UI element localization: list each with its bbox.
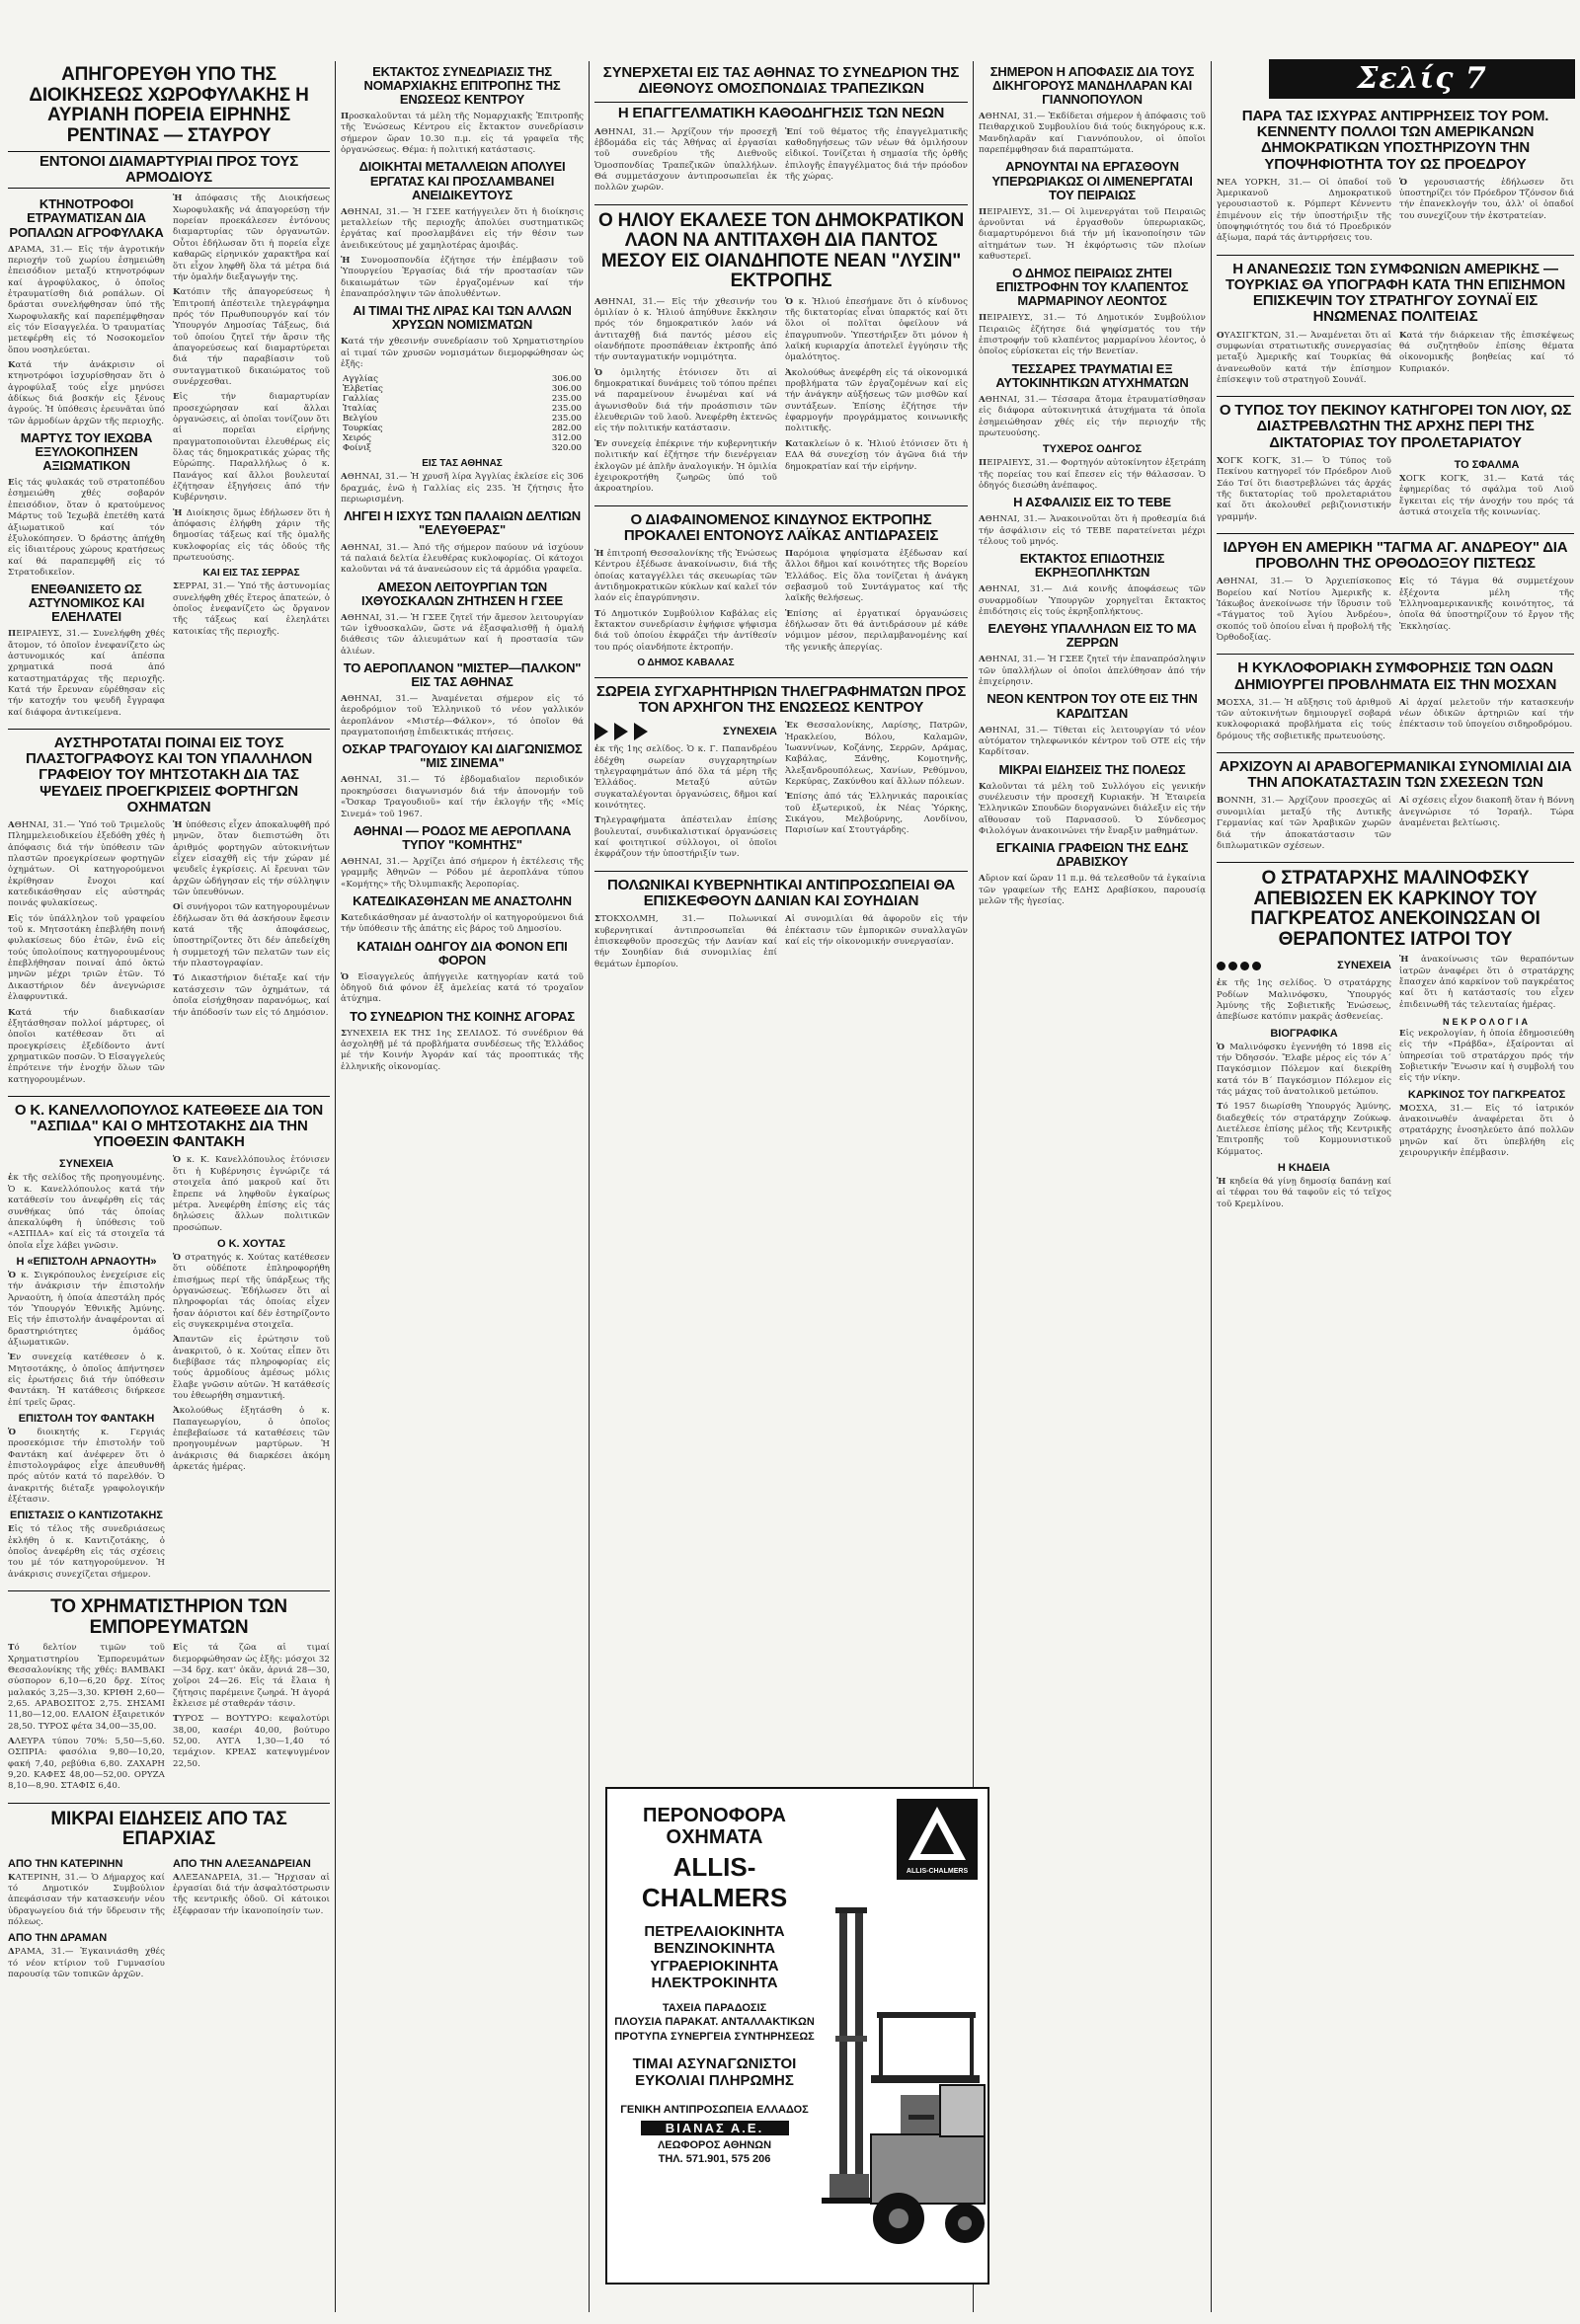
- headline-fish-markets: ΑΜΕΣΟΝ ΛΕΙΤΟΥΡΓΙΑΝ ΤΩΝ ΙΧΘΥΟΣΚΑΛΩΝ ΖΗΤΗΣΕΝ Η ΓΣΕΕ: [361, 579, 563, 608]
- article-text: ΠΕΙΡΑΙΕΥΣ, 31.— Συνελήφθη χθές ἄτομον, τό ὁποῖον ἐνεφανίζετο ὡς ἀστυνομικός καί ἀπέσπα χρηματικά ποσά ἀπό καταστηματάρχας τῆς περιοχῆς. Κατά τήν ἔρευναν εὑρέθησαν εἰς τήν κατοχήν του ψευδῆ ἔγγραφα καί διάφορα ἀντικείμενα.: [8, 629, 165, 718]
- article-text: Εἰς τό Τάγμα θά συμμετέχουν ἐξέχοντα μέλη τῆς Ἑλληνοαμερικανικῆς κοινότητος, τά ὁποῖα θά ὑποστηρίζουν τό ἔργον τῆς Ἐκκλησίας.: [1399, 577, 1574, 632]
- article-text: ΠΕΙΡΑΙΕΥΣ, 31.— Φορτηγόν αὐτοκίνητον ἐξετράπη τῆς πορείας του καί ἔπεσεν εἰς τήν θάλασσαν. Ὁ ὁδηγός διεσώθη ἀνέπαφος.: [979, 458, 1206, 491]
- coin-name: Χειρός: [343, 433, 371, 444]
- section-divider: [1217, 654, 1574, 655]
- headline-vocational: Η ΕΠΑΓΓΕΛΜΑΤΙΚΗ ΚΑΘΟΔΗΓΗΣΙΣ ΤΩΝ ΝΕΩΝ: [594, 102, 968, 121]
- article-text: Ἀπαντῶν εἰς ἐρώτησιν τοῦ ἀνακριτοῦ, ὁ κ. Χούτας εἶπεν ὅτι διεβίβασε τάς πληροφορίας εἰς τούς ἀρμοδίους ἀμέσως μόλις ἔλαβε γνῶσιν αὐτῶν. Ἡ κατάθεσίς του ἐθεωρήθη σημαντική.: [173, 1335, 330, 1401]
- allis-chalmers-logo: [897, 1799, 978, 1880]
- article-text: Κατά τήν ἀνάκρισιν οἱ κτηνοτρόφοι ἰσχυρίσθησαν ὅτι ὁ ἀγροφύλαξ τούς εἶχε μηνύσει ἀδίκως διά βοσκήν εἰς ξένους ἀγρούς. Ἡ ὑπόθεσις ἐρευνᾶται ὑπό τῶν ἀρμοδίων ἀρχῶν τῆς περιοχῆς.: [8, 359, 165, 426]
- headline-eda-offices: ΕΓΚΑΙΝΙΑ ΓΡΑΦΕΙΩΝ ΤΗΣ ΕΔΗΣ ΔΡΑΒΙΣΚΟΥ: [995, 840, 1189, 870]
- coin-price-row: [341, 404, 584, 414]
- article-text: ΤΥΡΟΣ — ΒΟΥΤΥΡΟ: κεφαλοτύρι 38,00, κασέρι 40,00, βούτυρο 52,00. ΑΥΓΑ 1,30—1,40 τό τεμάχιον. ΚΡΕΑΣ κατεψυγμένον 22,50.: [173, 1714, 330, 1769]
- article-text: Ἀκολούθως ἀνεφέρθη εἰς τά οἰκονομικά προβλήματα τῶν ἐργαζομένων καί εἰς τήν ἀνάγκην αὐξήσεως τῶν μισθῶν καί συντάξεων. Ἐπίσης ἐζήτησε τήν ἐφαρμογήν προγράμματος κοινωνικῆς πολιτικῆς.: [785, 367, 968, 434]
- headline-driver: ΚΑΤΑΙΔΗ ΟΔΗΓΟΥ ΔΙΑ ΦΟΝΟΝ ΕΠΙ ΦΟΡΟΝ: [356, 938, 568, 968]
- section-divider: [8, 729, 330, 730]
- section-divider: [8, 1803, 330, 1804]
- headline-malinovsky: Ο ΣΤΡΑΤΑΡΧΗΣ ΜΑΛΙΝΟΦΣΚΥ ΑΠΕΒΙΩΣΕΝ ΕΚ ΚΑΡΚΙΝΟΥ ΤΟΥ ΠΑΓΚΡΕΑΤΟΣ ΑΝΕΚΟΙΝΩΣΑΝ ΟΙ ΘΕΡΑΠΟΝΤΕΣ ΙΑΤΡΟΙ ΤΟΥ: [1250, 868, 1540, 950]
- article-text: ἐκ τῆς 1ης σελίδος. Ὁ στρατάρχης Ροδίων Μαλινόφσκυ, Ὑπουργός Ἀμύνης τῆς Σοβιετικῆς Ἑνώσεως, ἀπεβίωσε κατόπιν μακρᾶς ἀσθενείας.: [1217, 978, 1391, 1023]
- article-text: Εἰς τήν διαμαρτυρίαν προσεχώρησαν καί ἄλλαι ὀργανώσεις, αἱ ὁποῖαι τονίζουν ὅτι αἱ πορεῖαι εἰρήνης πραγματοποιοῦνται ἐλευθέρως εἰς ὅλας τάς δημοκρατικάς χώρας τῆς Εὐρώπης. Παραλλήλως ὁ κ. Πανάγος καί ἄλλοι βουλευταί ἐζήτησαν ἐξηγήσεις ἀπό τήν Κυβέρνησιν.: [173, 392, 330, 504]
- article-text: ΔΡΑΜΑ, 31.— Ἐγκαινιάσθη χθές τό νέον κτίριον τοῦ Γυμνασίου παρουσίᾳ τῶν τοπικῶν ἀρχῶν.: [8, 1947, 165, 1980]
- ad-service: ΠΡΟΤΥΠΑ ΣΥΝΕΡΓΕΙΑ ΣΥΝΤΗΡΗΣΕΩΣ: [614, 2030, 815, 2043]
- ad-term: ΤΙΜΑΙ ΑΣΥΝΑΓΩΝΙΣΤΟΙ: [632, 2054, 797, 2072]
- article-text: ΧΟΓΚ ΚΟΓΚ, 31.— Κατά τάς ἐφημερίδας τό σφάλμα τοῦ Λιοῦ ἔγκειται εἰς τήν ἀνοχήν του πρός τά ἀστικά στοιχεῖα τῆς κοινωνίας.: [1399, 473, 1574, 517]
- article-text: Ὁ στρατηγός κ. Χούτας κατέθεσεν ὅτι οὐδέποτε ἐπληροφορήθη ἐπισήμως περί τῆς ὑπάρξεως τῆς ὀργανώσεως. Ἐδήλωσεν ὅτι αἱ πληροφορίαι τάς ὁποίας εἶχεν ἦσαν ἀόριστοι καί δέν ἐστηρίζοντο εἰς συγκεκριμένα στοιχεῖα.: [173, 1252, 330, 1330]
- forklift-illustration: [822, 1898, 989, 2273]
- logo-text: ALLIS-CHALMERS: [906, 1868, 969, 1875]
- column-5: [1217, 105, 1574, 2314]
- section-divider: [1217, 533, 1574, 534]
- coin-name: Ἰταλίας: [343, 404, 377, 415]
- article-text: Αἱ σχέσεις εἶχον διακοπῆ ὅταν ἡ Βόννη ἀνεγνώρισε τό Ἰσραήλ. Τώρα ἀναμένεται βελτίωσις.: [1399, 796, 1574, 829]
- article-text: Ἀκολούθως ἐξητάσθη ὁ κ. Παπαγεωργίου, ὁ ὁποῖος ἐπεβεβαίωσε τά καταθέσεις τῶν προηγουμένων μαρτύρων. Ἡ ἀνάκρισις θά διαρκέσει ἀκόμη ἀρκετάς ἡμέρας.: [173, 1406, 330, 1473]
- column-2: [341, 61, 584, 2314]
- headline-kennedy: ΠΑΡΑ ΤΑΣ ΙΣΧΥΡΑΣ ΑΝΤΙΡΡΗΣΕΙΣ ΤΟΥ ΡΟΜ. ΚΕΝΝΕΝΤΥ ΠΟΛΛΟΙ ΤΩΝ ΑΜΕΡΙΚΑΝΩΝ ΔΗΜΟΚΡΑΤΙΚΩΝ ΥΠΟΣΤΗΡΙΖΟΥΝ ΤΗΝ ΥΠΟΨΗΦΙΟΤΗΤΑ ΤΟΥ ΩΣ ΠΡΟΕΔΡΟΥ: [1241, 108, 1549, 173]
- section-divider: [8, 1590, 330, 1591]
- ad-fuel-type: ΒΕΝΖΙΝΟΚΙΝΗΤΑ: [653, 1940, 776, 1958]
- headline-polish-delegations: ΠΟΛΩΝΙΚΑΙ ΚΥΒΕΡΝΗΤΙΚΑΙ ΑΝΤΙΠΡΟΣΩΠΕΙΑΙ ΘΑ ΕΠΙΣΚΕΦΘΟΥΝ ΔΑΝΙΑΝ ΚΑΙ ΣΟΥΗΔΙΑΝ: [606, 876, 956, 909]
- headline-ote-karditsa: ΝΕΟΝ ΚΕΝΤΡΟΝ ΤΟΥ ΟΤΕ ΕΙΣ ΤΗΝ ΚΑΡΔΙΤΣΑΝ: [987, 691, 1198, 721]
- article-text: Ἡ κηδεία θά γίνῃ δημοσίᾳ δαπάνῃ καί αἱ τέφραι του θά ταφοῦν εἰς τό τεῖχος τοῦ Κρεμλίνου.: [1217, 1177, 1391, 1209]
- article-text: ΑΘΗΝΑΙ, 31.— Εἰς τήν χθεσινήν του ὁμιλίαν ὁ κ. Ἠλιού ἀπηύθυνε ἔκκλησιν πρός τόν δημοκρατικόν λαόν νά ἀντιταχθῇ διά παντός μέσου εἰς οἱανδήποτε προσπάθειαν ἐκτροπῆς ἀπό τήν συνταγματικήν νομιμότητα.: [594, 296, 777, 363]
- coin-value: 235.00: [551, 414, 582, 425]
- article-text: Κατά τήν χθεσινήν συνεδρίασιν τοῦ Χρηματιστηρίου αἱ τιμαί τῶν χρυσῶν νομισμάτων διεμορφώθησαν ὡς ἑξῆς:: [341, 337, 584, 370]
- headline-ek-committee: ΕΚΤΑΚΤΟΣ ΣΥΝΕΔΡΙΑΣΙΣ ΤΗΣ ΝΟΜΑΡΧΙΑΚΗΣ ΕΠΙΤΡΟΠΗΣ ΤΗΣ ΕΝΩΣΕΩΣ ΚΕΝΤΡΟΥ: [363, 64, 561, 108]
- article-text: Ὁ κ. Κ. Κανελλόπουλος ἐτόνισεν ὅτι ἡ Κυβέρνησις ἐγνώριζε τά στοιχεῖα ἀπό μακροῦ καί ὅτι ἔπρεπε νά ληφθοῦν ἐγκαίρως μέτρα. Ἀνεφέρθη ἐπίσης εἰς τάς δηλώσεις ἄλλων πολιτικῶν προσώπων.: [173, 1155, 330, 1233]
- headline-dockers: ΑΡΝΟΥΝΤΑΙ ΝΑ ΕΡΓΑΣΘΟΥΝ ΥΠΕΡΩΡΙΑΚΩΣ ΟΙ ΛΙΜΕΝΕΡΓΑΤΑΙ ΤΟΥ ΠΕΙΡΑΙΩΣ: [991, 159, 1193, 202]
- article-text: Ἐπί τοῦ θέματος τῆς ἐπαγγελματικῆς καθοδηγήσεως τῶν νέων θά ὁμιλήσουν εἰδικοί. Τονίζεται ἡ σημασία τῆς ὀρθῆς ἐπιλογῆς ἐπαγγέλματος διά τήν πρόοδον τῆς χώρας.: [785, 126, 968, 182]
- article-text: Ὁ Μαλινόφσκυ ἐγεννήθη τό 1898 εἰς τήν Ὀδησσόν. Ἔλαβε μέρος εἰς τόν Α΄ Παγκόσμιον Πόλεμον καί διεκρίθη κατά τόν Β΄ Παγκόσμιον Πόλεμον εἰς τάς μάχας τοῦ ἀνατολικοῦ μετώπου.: [1217, 1042, 1391, 1097]
- article-text: ΑΘΗΝΑΙ, 31.— Ὁ Ἀρχιεπίσκοπος Βορείου καί Νοτίου Ἀμερικῆς κ. Ἰάκωβος ἀνεκοίνωσε τήν ἵδρυσιν τοῦ «Τάγματος τοῦ Ἁγίου Ἀνδρέου», σκοπός τοῦ ὁποίου εἶναι ἡ προβολή τῆς Ὀρθοδοξίας.: [1217, 577, 1391, 643]
- article-text: Ὁ Εἰσαγγελεύς ἀπήγγειλε κατηγορίαν κατά τοῦ ὁδηγοῦ διά φόνον ἐξ ἀμελείας κατά τό τροχαῖον ἀτύχημα.: [341, 971, 584, 1005]
- article-text: Αἱ ἀρχαί μελετοῦν τήν κατασκευήν νέων ὁδικῶν ἀρτηριῶν καί τήν ἐπέκτασιν τοῦ ὑπογείου σιδηροδρόμου.: [1399, 697, 1574, 731]
- coin-price-row: [341, 443, 584, 453]
- headline-oscar-song: ΟΣΚΑΡ ΤΡΑΓΟΥΔΙΟΥ ΚΑΙ ΔΙΑΓΩΝΙΣΜΟΣ "ΜΙΣ ΣΙΝΕΜΑ": [342, 741, 583, 771]
- coin-name: Αγγλίας: [343, 374, 378, 385]
- section-divider: [594, 871, 968, 872]
- section-divider: [594, 677, 968, 678]
- article-text: Ὁ ὁμιλητής ἐτόνισεν ὅτι αἱ δημοκρατικαί δυνάμεις τοῦ τόπου πρέπει νά παραμείνουν ἑνωμέναι καί νά ἀγωνισθοῦν διά τήν προάσπισιν τῶν ἐλευθεριῶν τοῦ λαοῦ. Ἀνεφέρθη ἐκτενῶς εἰς τήν πολιτικήν κατάστασιν.: [594, 367, 777, 434]
- article-text: Ἡ ἐπιτροπή Θεσσαλονίκης τῆς Ἑνώσεως Κέντρου ἐξέδωσε ἀνακοίνωσιν, διά τῆς ὁποίας καταγγέλλει τάς σκευωρίας τῶν ἀντιδημοκρατικῶν κύκλων καί καλεῖ τόν λαόν εἰς ἐπαγρύπνησιν.: [594, 548, 777, 604]
- headline-employees: ΕΛΕΥΘΗΣ ΥΠΑΛΛΗΛΩΝ ΕΙΣ ΤΟ ΜΑ ΖΕΡΡΩΝ: [988, 621, 1197, 651]
- ad-dealer: ΒΙΑΝΑΣ Α.Ε.: [641, 2121, 789, 2135]
- coin-value: 306.00: [551, 384, 582, 395]
- gold-price-table: [341, 374, 584, 453]
- headline-lawyers: ΣΗΜΕΡΟΝ Η ΑΠΟΦΑΣΙΣ ΔΙΑ ΤΟΥΣ ΔΙΚΗΓΟΡΟΥΣ ΜΑΝΔΗΛΑΡΑΝ ΚΑΙ ΓΙΑΝΝΟΠΟΥΛΟΝ: [989, 64, 1195, 108]
- coin-price-row: [341, 394, 584, 404]
- headline-common-market: ΤΟ ΣΥΝΕΔΡΙΟΝ ΤΗΣ ΚΟΙΝΗΣ ΑΓΟΡΑΣ: [350, 1008, 575, 1024]
- coin-price-row: [341, 433, 584, 443]
- article-text: Ἐν συνεχείᾳ κατέθεσεν ὁ κ. Μητσοτάκης, ὁ ὁποῖος ἀπήντησεν εἰς ἐρωτήσεις διά τήν ὑπόθεσιν Φαντάκη. Ἡ κατάθεσις διήρκεσε ἐπί τρεῖς ὥρας.: [8, 1353, 165, 1408]
- coin-price-row: [341, 414, 584, 424]
- column-divider: [335, 61, 336, 2312]
- article-text: Εἰς τάς φυλακάς τοῦ στρατοπέδου ἐσημειώθη χθές σοβαρόν ἐπεισόδιον, ὅταν ὁ κρατούμενος Μάρτυς τοῦ Ἰεχωβᾶ ἐπετέθη κατά ἀξιωματικοῦ καί τόν ἐξυλοκόπησεν. Ὁ δράστης ἀπήχθη εἰς ἰδιαιτέρους χώρους κρατήσεως καί θά παραπεμφθῆ εἰς τό Στρατοδικεῖον.: [8, 478, 165, 578]
- subhead-funeral: Η ΚΗΔΕΙΑ: [1277, 1162, 1331, 1175]
- subhead-alexandreia: ΑΠΟ ΤΗΝ ΑΛΕΞΑΝΔΡΕΙΑΝ: [173, 1857, 311, 1870]
- article-text: Ἐπίσης αἱ ἐργατικαί ὀργανώσεις ἐδήλωσαν ὅτι θά ἀντιδράσουν μέ κάθε νόμιμον μέσον, περιλαμβανομένης καί τῆς γενικῆς ἀπεργίας.: [785, 608, 968, 653]
- ad-service: ΤΑΧΕΙΑ ΠΑΡΑΔΟΣΙΣ: [662, 2002, 767, 2014]
- continued-label: ΣΥΝΕΧΕΙΑ: [723, 726, 777, 738]
- headline-bank-congress: ΣΥΝΕΡΧΕΤΑΙ ΕΙΣ ΤΑΣ ΑΘΗΝΑΣ ΤΟ ΣΥΝΕΔΡΙΟΝ ΤΗΣ ΔΙΕΘΝΟΥΣ ΟΜΟΣΠΟΝΔΙΑΣ ΤΡΑΠΕΖΙΚΩΝ: [602, 64, 960, 98]
- article-text: Τό δελτίον τιμῶν τοῦ Χρηματιστηρίου Ἐμπορευμάτων Θεσσαλονίκης τῆς χθές: ΒΑΜΒΑΚΙ σύσπορον 6,10—6,20 δρχ. Σίτος μαλακός 3,25—3,30. ΚΡΙΘΗ 2,60—2,65. ΑΡΑΒΟΣΙΤΟΣ 2,75. ΣΗΣΑΜΙ 11,80—12,00. ΕΛΑΙΟΝ ἐξαιρετικόν 28,50. ΤΥΡΟΣ φέτα 34,00—35,00.: [8, 1643, 165, 1732]
- coin-name: Φοίνιξ: [343, 443, 371, 454]
- article-text: ΒΟΝΝΗ, 31.— Ἀρχίζουν προσεχῶς αἱ συνομιλίαι μεταξύ τῆς Δυτικῆς Γερμανίας καί τῶν Ἀραβικῶν χωρῶν διά τήν ἀποκατάστασιν τῶν διπλωματικῶν σχέσεων.: [1217, 796, 1391, 851]
- headline-explosives: ΕΚΤΑΚΤΟΣ ΕΠΙΔΟΤΗΣΙΣ ΕΚΡΗΞΟΠΛΗΚΤΩΝ: [1019, 551, 1165, 581]
- headline-marble-lion: Ο ΔΗΜΟΣ ΠΕΙΡΑΙΩΣ ΖΗΤΕΙ ΕΠΙΣΤΡΟΦΗΝ ΤΟΥ ΚΛΑΠΕΝΤΟΣ ΜΑΡΜΑΡΙΝΟΥ ΛΕΟΝΤΟΣ: [995, 266, 1189, 309]
- subhead-herders: ΚΤΗΝΟΤΡΟΦΟΙ ΕΤΡΑΥΜΑΤΙΣΑΝ ΔΙΑ ΡΟΠΑΛΩΝ ΑΓΡΟΦΥΛΑΚΑ: [9, 196, 164, 240]
- headline-iliou: Ο ΗΛΙΟΥ ΕΚΑΛΕΣΕ ΤΟΝ ΔΗΜΟΚΡΑΤΙΚΟΝ ΛΑΟΝ ΝΑ ΑΝΤΙΤΑΧΘΗ ΔΙΑ ΠΑΝΤΟΣ ΜΕΣΟΥ ΕΙΣ ΟΙΑΝΔΗΠΟΤΕ ΝΕΑΝ "ΛΥΣΙΝ" ΕΚΤΡΟΠΗΣ: [597, 209, 965, 292]
- article-text: Τό Δημοτικόν Συμβούλιον Καβάλας εἰς ἔκτακτον συνεδρίασιν ἐψήφισε ψήφισμα διά τοῦ ὁποίου ἐκφράζει τήν ἀντίθεσίν του πρός οἱανδήποτε ἐκτροπήν.: [594, 608, 777, 653]
- arrow-icon: [634, 723, 648, 740]
- column-1: [8, 61, 330, 2314]
- section-divider: [8, 1096, 330, 1097]
- section-divider: [1217, 255, 1574, 256]
- ad-phone: ΤΗΛ. 571.901, 575 206: [658, 2152, 771, 2165]
- article-text: ΑΘΗΝΑΙ, 31.— Ἀρχίζουν τήν προσεχῆ ἑβδομάδα εἰς τάς Ἀθήνας αἱ ἐργασίαι τοῦ συνεδρίου τῆς Διεθνοῦς Ὁμοσπονδίας Τραπεζικῶν ὑπαλλήλων. Θά συμμετάσχουν ἀντιπροσωπεῖαι ἐκ πολλῶν χωρῶν.: [594, 126, 777, 194]
- headline-forgers: ΑΥΣΤΗΡΟΤΑΤΑΙ ΠΟΙΝΑΙ ΕΙΣ ΤΟΥΣ ΠΛΑΣΤΟΓΡΑΦΟΥΣ ΚΑΙ ΤΟΝ ΥΠΑΛΛΗΛΟΝ ΓΡΑΦΕΙΟΥ ΤΟΥ ΜΗΤΣΟΤΑΚΗ ΔΙΑ ΤΑΣ ΨΕΥΔΕΙΣ ΠΡΟΕΓΚΡΙΣΕΙΣ ΦΟΡΤΗΓΩΝ ΟΧΗΜΑΤΩΝ: [25, 735, 312, 815]
- article-text: ΑΘΗΝΑΙ, 31.— Ἀνακοινοῦται ὅτι ἡ προθεσμία διά τήν ἀσφάλισιν εἰς τό ΤΕΒΕ παρατείνεται μέχρι τέλους τοῦ μηνός.: [979, 514, 1206, 547]
- headline-mystere: ΤΟ ΑΕΡΟΠΛΑΝΟΝ "ΜΙΣΤΕΡ—ΠΑΛΚΟΝ" ΕΙΣ ΤΑΣ ΑΘΗΝΑΣ: [343, 659, 582, 689]
- coin-price-row: [341, 424, 584, 433]
- article-text: Ἐπίσης ἀπό τάς Ἑλληνικάς παροικίας τοῦ ἐξωτερικοῦ, ἐκ Νέας Ὑόρκης, Σικάγου, Μελβούρνης, Λονδίνου, Παρισίων καί Στουτγάρδης.: [785, 792, 968, 836]
- ad-service: ΠΛΟΥΣΙΑ ΠΑΡΑΚΑΤ. ΑΝΤΑΛΛΑΚΤΙΚΩΝ: [614, 2016, 815, 2029]
- headline-telegrams: ΣΩΡΕΙΑ ΣΥΓΧΑΡΗΤΗΡΙΩΝ ΤΗΛΕΓΡΑΦΗΜΑΤΩΝ ΠΡΟΣ ΤΟΝ ΑΡΧΗΓΟΝ ΤΗΣ ΕΝΩΣΕΩΣ ΚΕΝΤΡΟΥ: [595, 683, 967, 717]
- article-text: Ὁ διοικητής κ. Γεργιάς προσεκόμισε τήν ἐπιστολήν τοῦ Φαντάκη καί ἀνέφερεν ὅτι ὁ ἐπιστολογράφος εἶχε ἀπευθυνθῆ πρός αὐτόν κατά τό παρελθόν. Ὁ ἀνακριτής διέταξε γραφολογικήν ἐξέτασιν.: [8, 1428, 165, 1506]
- article-text: ἐκ τῆς 1ης σελίδος. Ὁ κ. Γ. Παπανδρέου ἐδέχθη σωρείαν συγχαρητηρίων τηλεγραφημάτων ἀπό ὅλα τά μέρη τῆς Ἑλλάδος. Μεταξύ αὐτῶν συγκαταλέγονται ὀργανώσεις, δῆμοι καί κοινότητες.: [594, 744, 777, 812]
- headline-st-andrew: ΙΔΡΥΘΗ ΕΝ ΑΜΕΡΙΚΗ "ΤΑΓΜΑ ΑΓ. ΑΝΔΡΕΟΥ" ΔΙΑ ΠΡΟΒΟΛΗΝ ΤΗΣ ΟΡΘΟΔΟΞΟΥ ΠΙΣΤΕΩΣ: [1223, 538, 1568, 573]
- subhead-letter: Η «ΕΠΙΣΤΟΛΗ ΑΡΝΑΟΥΤΗ»: [16, 1255, 157, 1268]
- subhead-pancreas-cancer: ΚΑΡΚΙΝΟΣ ΤΟΥ ΠΑΓΚΡΕΑΤΟΣ: [1407, 1088, 1566, 1101]
- article-text: ΑΛΕΥΡΑ τύπου 70%: 5,50—5,60. ΟΣΠΡΙΑ: φασόλια 9,80—10,20, φακή 7,40, ρεβύθια 6,80. ΖΑΧΑΡΗ 9,20. ΚΑΦΕΣ 48,00—52,00. ΟΡΥΖΑ 8,10—8,90. ΣΤΑΦΙΣ 6,40.: [8, 1736, 165, 1792]
- ad-fuel-type: ΠΕΤΡΕΛΑΙΟΚΙΝΗΤΑ: [644, 1923, 785, 1940]
- section-divider: [1217, 862, 1574, 863]
- article-text: ΑΛΕΞΑΝΔΡΕΙΑ, 31.— Ἤρχισαν αἱ ἐργασίαι διά τήν ἀσφαλτόστρωσιν τῆς κεντρικῆς ὁδοῦ. Οἱ κάτοικοι ἐξέφρασαν τήν ἱκανοποίησίν των.: [173, 1872, 330, 1916]
- headline-city-news: ΜΙΚΡΑΙ ΕΙΔΗΣΕΙΣ ΤΗΣ ΠΟΛΕΩΣ: [998, 761, 1186, 777]
- article-text: Καλοῦνται τά μέλη τοῦ Συλλόγου εἰς γενικήν συνέλευσιν τήν προσεχῆ Κυριακήν. Ἡ Ἑταιρεία Ἑλληνικῶν Σπουδῶν διοργανώνει διάλεξιν εἰς τήν αἴθουσαν τοῦ Παρνασσοῦ. Ὁ Σύνδεσμος Φιλολόγων ἀνακοινώνει τήν ἔναρξιν μαθημάτων.: [979, 781, 1206, 836]
- article-text: Αὔριον καί ὥραν 11 π.μ. θά τελεσθοῦν τά ἐγκαίνια τῶν γραφείων τῆς ΕΔΗΣ Δραβίσκου, παρουσίᾳ μελῶν τῆς ἡγεσίας.: [979, 874, 1206, 907]
- subhead-drama: ΑΠΟ ΤΗΝ ΔΡΑΜΑΝ: [8, 1932, 108, 1945]
- page-number-masthead: Σελίς 7: [1269, 59, 1575, 99]
- article-text: Κατεδικάσθησαν μέ ἀναστολήν οἱ κατηγορούμενοι διά τήν ὑπόθεσιν τῆς ἀπάτης εἰς βάρος τοῦ Δημοσίου.: [341, 912, 584, 935]
- ad-services: [613, 2001, 816, 2044]
- coin-value: 235.00: [551, 394, 582, 405]
- ad-fuel-types: [613, 1923, 816, 1991]
- section-divider: [1217, 396, 1574, 397]
- section-divider: [594, 505, 968, 506]
- continued-label: ΣΥΝΕΧΕΙΑ: [59, 1158, 114, 1171]
- column-divider: [589, 61, 590, 2312]
- article-text: ΑΘΗΝΑΙ, 31.— Ἐκδίδεται σήμερον ἡ ἀπόφασις τοῦ Πειθαρχικοῦ Συμβουλίου διά τούς δικηγόρους κ.κ. Μανδηλαρᾶν καί Γιαννόπουλον, οἱ ὁποῖοι παρεπέμφθησαν διά παραπτώματα.: [979, 112, 1206, 156]
- coin-price-row: [341, 374, 584, 384]
- article-text: ΠΕΙΡΑΙΕΥΣ, 31.— Οἱ λιμενεργάται τοῦ Πειραιῶς ἀρνοῦνται νά ἐργασθοῦν ὑπερωριακῶς, διαμαρτυρόμενοι διά τήν μή ἱκανοποίησιν τῶν αἰτημάτων των. Ἡ ἐκφόρτωσις τῶν πλοίων καθυστερεῖ.: [979, 206, 1206, 262]
- article-text: Παρόμοια ψηφίσματα ἐξέδωσαν καί ἄλλοι δῆμοι καί κοινότητες τῆς Βορείου Ἑλλάδος. Εἰς ὅλα τονίζεται ἡ ἀνάγκη σεβασμοῦ τοῦ Συντάγματος καί τῆς λαϊκῆς θελήσεως.: [785, 548, 968, 604]
- article-text: Οἱ συνήγοροι τῶν κατηγορουμένων ἐδήλωσαν ὅτι θά ἀσκήσουν ἔφεσιν κατά τῆς ἀποφάσεως, ὑποστηρίζοντες ὅτι δέν ἀπεδείχθη ἡ συμμετοχή τῶν πελατῶν των εἰς τήν πλαστογραφίαν.: [173, 902, 330, 969]
- coin-value: 320.00: [551, 443, 582, 454]
- article-text: ΣΕΡΡΑΙ, 31.— Ὑπό τῆς ἀστυνομίας συνελήφθη χθές ἕτερος ἀπατεών, ὁ ὁποῖος ἐνεφανίζετο ὡς ὄργανον τῆς τάξεως καί ἐλεηλάτει κατοικίας τῆς περιοχῆς.: [173, 581, 330, 637]
- headline-suspended-sentence: ΚΑΤΕΔΙΚΑΣΘΗΣΑΝ ΜΕ ΑΝΑΣΤΟΛΗΝ: [353, 892, 572, 908]
- article-text: ΑΘΗΝΑΙ, 31.— Ὑπό τοῦ Τριμελοῦς Πλημμελειοδικείου ἐξεδόθη χθές ἡ ἀπόφασις διά τήν ὑπόθεσιν τῶν πλαστῶν προεγκρίσεων φορτηγῶν ὀχημάτων. Οἱ κατηγορούμενοι ἐκρίθησαν ἔνοχοι καί κατεδικάσθησαν εἰς αὐστηράς ποινάς φυλακίσεως.: [8, 820, 165, 909]
- arrow-icon: [614, 723, 628, 740]
- coin-price-row: [341, 384, 584, 394]
- coin-value: 312.00: [551, 433, 582, 444]
- ad-fuel-type: ΗΛΕΚΤΡΟΚΙΝΗΤΑ: [651, 1974, 778, 1991]
- bullet-icon: [1240, 962, 1249, 970]
- headline-reactions: Ο ΔΙΑΦΑΙΝΟΜΕΝΟΣ ΚΙΝΔΥΝΟΣ ΕΚΤΡΟΠΗΣ ΠΡΟΚΑΛΕΙ ΕΝΤΟΝΟΥΣ ΛΑΪΚΑΣ ΑΝΤΙΔΡΑΣΕΙΣ: [623, 510, 939, 544]
- ad-address: ΛΕΩΦΟΡΟΣ ΑΘΗΝΩΝ: [657, 2138, 772, 2151]
- article-text: Ἐκ Θεσσαλονίκης, Λαρίσης, Πατρῶν, Ἡρακλείου, Βόλου, Καλαμῶν, Ἰωαννίνων, Κοζάνης, Σερρῶν, Δράμας, Καβάλας, Ξάνθης, Κομοτηνῆς, Ἀλεξανδρουπόλεως, Χανίων, Ρεθύμνου, Κερκύρας, Ζακύνθου καί ἄλλων πόλεων.: [785, 721, 968, 788]
- article-text: Ὁ γερουσιαστής ἐδήλωσεν ὅτι ὑποστηρίζει τόν Πρόεδρον Τζόνσον διά τήν ἐπανεκλογήν του, ἀλλ' οἱ ὀπαδοί του συνεχίζουν τήν ἐκστρατείαν.: [1399, 177, 1574, 221]
- headline-accidents: ΤΕΣΣΑΡΕΣ ΤΡΑΥΜΑΤΙΑΙ ΕΞ ΑΥΤΟΚΙΝΗΤΙΚΩΝ ΑΤΥΧΗΜΑΤΩΝ: [995, 360, 1189, 390]
- ad-terms: [613, 2055, 816, 2090]
- article-text: ΧΟΓΚ ΚΟΓΚ, 31.— Ὁ Τύπος τοῦ Πεκίνου κατηγορεῖ τόν Πρόεδρον Λιοῦ Σάο Τσί ὅτι διαστρεβλώνει τάς ἀρχάς τῆς δικτατορίας τοῦ προλεταριάτου καί ὅτι ἀκολουθεῖ ρεβιζιονιστικήν γραμμήν.: [1217, 455, 1391, 522]
- article-text: Τό Δικαστήριον διέταξε καί τήν κατάσχεσιν τῶν ὀχημάτων, τά ὁποῖα εἰσήχθησαν παρανόμως, καί τήν ἀπόδοσίν των εἰς τό Δημόσιον.: [173, 973, 330, 1018]
- article-text: ΑΘΗΝΑΙ, 31.— Ἡ χρυσῆ λίρα Ἀγγλίας ἐκλείσε εἰς 306 δραχμάς, ἐνῶ ἡ Γαλλίας εἰς 235. Ἡ ζήτησις ἦτο περιωρισμένη.: [341, 472, 584, 505]
- article-text: ΟΥΑΣΙΓΚΤΩΝ, 31.— Ἀναμένεται ὅτι αἱ συμφωνίαι στρατιωτικῆς συνεργασίας μεταξύ Ἀμερικῆς καί Τουρκίας θά ἀνανεωθοῦν κατά τήν ἐπίσημον ἐπίσκεψιν τοῦ στρατηγοῦ Σουνάϊ.: [1217, 330, 1391, 385]
- bullet-icon: [1252, 962, 1261, 970]
- continued-label: ΣΥΝΕΧΕΙΑ: [1337, 960, 1391, 972]
- article-text: Ἐν συνεχείᾳ ἐπέκρινε τήν κυβερνητικήν πολιτικήν καί ἐζήτησε τήν διενέργειαν ἐκλογῶν μέ ἁπλῆν ἀναλογικήν. Ἡ ὁμιλία ἐχειροκροτήθη ζωηρῶς ὑπό τοῦ ἀκροατηρίου.: [594, 438, 777, 495]
- article-text: ΑΘΗΝΑΙ, 31.— Ἡ ΓΣΕΕ κατήγγειλεν ὅτι ἡ διοίκησις μεταλλείων τῆς περιοχῆς ἀπολύει συστηματικῶς ἐργάτας καί προσλαμβάνει εἰς τήν θέσιν των ἀνειδικεύτους μέ χαμηλοτέρας ἀμοιβάς.: [341, 206, 584, 251]
- article-text: Κατακλείων ὁ κ. Ἠλιού ἐτόνισεν ὅτι ἡ ΕΔΑ θά συνεχίσῃ τόν ἀγῶνα διά τήν δημοκρατίαν καί τήν εἰρήνην.: [785, 438, 968, 472]
- headline-kanellopoulos: Ο Κ. ΚΑΝΕΛΛΟΠΟΥΛΟΣ ΚΑΤΕΘΕΣΕ ΔΙΑ ΤΟΝ "ΑΣΠΙΔΑ" ΚΑΙ Ο ΜΗΤΣΟΤΑΚΗΣ ΔΙΑ ΤΗΝ ΥΠΟΘΕΣΙΝ ΦΑΝΤΑΚΗ: [14, 1101, 324, 1151]
- article-text: Ὁ κ. Σιγκρόπουλος ἐνεχείρισε εἰς τήν ἀνάκρισιν τήν ἐπιστολήν Ἀρναούτη, ἡ ὁποία ἀπεστάλη πρός τόν Ὑπουργόν Ἐθνικῆς Ἀμύνης. Εἰς τήν ἐπιστολήν ἀναφέρονται αἱ δραστηριότητες ὁμάδος ἀξιωματικῶν.: [8, 1270, 165, 1348]
- ad-fuel-type: ΥΓΡΑΕΡΙΟΚΙΝΗΤΑ: [650, 1957, 779, 1975]
- headline-rentina-march: ΑΠΗΓΟΡΕΥΘΗ ΥΠΟ ΤΗΣ ΔΙΟΙΚΗΣΕΩΣ ΧΩΡΟΦΥΛΑΚΗΣ Η ΑΥΡΙΑΝΗ ΠΟΡΕΙΑ ΕΙΡΗΝΗΣ ΡΕΝΤΙΝΑΣ — ΣΤΑΥΡΟΥ: [29, 64, 309, 146]
- arrow-icon: [594, 723, 608, 740]
- article-text: ΑΘΗΝΑΙ, 31.— Τό ἑβδομαδιαῖον περιοδικόν προκηρύσσει διαγωνισμόν διά τήν ἀπονομήν τοῦ «Ὄσκαρ Τραγουδιοῦ» καί τήν ἐκλογήν τῆς «Μίς Σινεμά» τοῦ 1967.: [341, 775, 584, 819]
- article-text: Εἰς νεκρολογίαν, ἡ ὁποία ἐδημοσιεύθη εἰς τήν «Πράβδα», ἐξαίρονται αἱ ὑπηρεσίαι τοῦ στρατάρχου πρός τήν Σοβιετικήν Ἕνωσιν καί ἡ συμβολή του εἰς τήν νίκην.: [1399, 1028, 1574, 1084]
- article-text: ΑΘΗΝΑΙ, 31.— Διά κοινῆς ἀποφάσεως τῶν συναρμοδίων Ὑπουργῶν χορηγεῖται ἔκτακτος ἐπιδότησις εἰς τούς ἐκρηξοπλήκτους.: [979, 584, 1206, 618]
- subheadline-protests: ΕΝΤΟΝΟΙ ΔΙΑΜΑΡΤΥΡΙΑΙ ΠΡΟΣ ΤΟΥΣ ΑΡΜΟΔΙΟΥΣ: [8, 151, 330, 189]
- article-text: ἐκ τῆς σελίδος τῆς προηγουμένης. Ὁ κ. Κανελλόπουλος κατά τήν κατάθεσίν του ἀνεφέρθη εἰς τάς συνθήκας ὑπό τάς ὁποίας ἀπεκαλύφθη ἡ ὑπόθεσις τοῦ «ΑΣΠΙΔΑ» καί εἰς τά στοιχεῖα τά ὁποῖα εἶχε λάβει γνῶσιν.: [8, 1173, 165, 1251]
- subhead-serres: ΚΑΙ ΕΙΣ ΤΑΣ ΣΕΡΡΑΣ: [202, 568, 300, 580]
- subhead-obituary: ΝΕΚΡΟΛΟΓΙΑ: [1443, 1016, 1531, 1027]
- article-text: Κατά τήν διάρκειαν τῆς ἐπισκέψεως θά συζητηθοῦν ἐπίσης θέματα οἰκονομικῆς βοηθείας καί τό Κυπριακόν.: [1399, 330, 1574, 374]
- subhead-fake-police: ΕΝΕΘΑΝΙΣΕΤΟ ΩΣ ΑΣΤΥΝΟΜΙΚΟΣ ΚΑΙ ΕΛΕΗΛΑΤΕΙ: [28, 581, 145, 625]
- subhead-biography: ΒΙΟΓΡΑΦΙΚΑ: [1270, 1027, 1338, 1040]
- article-text: ΣΤΟΚΧΟΛΜΗ, 31.— Πολωνικαί κυβερνητικαί ἀντιπροσωπεῖαι θά ἐπισκεφθοῦν προσεχῶς τήν Δανίαν καί τήν Σουηδίαν διά συνομιλίας ἐπί θεμάτων ἐμπορίου.: [594, 914, 777, 969]
- bullet-icon: [1228, 962, 1237, 970]
- article-text: Ἡ ὑπόθεσις εἶχεν ἀποκαλυφθῆ πρό μηνῶν, ὅταν διεπιστώθη ὅτι ἀριθμός φορτηγῶν αὐτοκινήτων εἶχεν εἰσαχθῆ εἰς τήν χώραν μέ ψευδεῖς ἐγκρίσεις. Αἱ ἔρευναι τῶν ἀρχῶν ὡδήγησαν εἰς τήν σύλληψιν τῶν ὑπευθύνων.: [173, 820, 330, 898]
- headline-rhodes-flights: ΑΘΗΝΑΙ — ΡΟΔΟΣ ΜΕ ΑΕΡΟΠΛΑΝΑ ΤΥΠΟΥ "ΚΟΜΗΤΗΣ": [353, 822, 572, 852]
- coin-name: Τουρκίας: [343, 424, 383, 434]
- article-text: Ἡ ἀπόφασις τῆς Διοικήσεως Χωροφυλακῆς νά ἀπαγορεύσῃ τήν πορείαν προεκάλεσεν ἐντόνους διαμαρτυρίας τῶν ὀργανωτῶν. Οὗτοι ἐδήλωσαν ὅτι ἡ πορεία εἶχε καθαρῶς εἰρηνικόν χαρακτῆρα καί ὅτι εἶχον ληφθῆ ὅλα τά μέτρα διά τήν ὁμαλήν διεξαγωγήν της.: [173, 194, 330, 282]
- article-text: Ἡ Συνομοσπονδία ἐζήτησε τήν ἐπέμβασιν τοῦ Ὑπουργείου Ἐργασίας διά τήν προστασίαν τῶν δικαιωμάτων τῶν ἐργαζομένων καί τήν ἐπαναπρόσληψιν τῶν ἀπολυθέντων.: [341, 255, 584, 299]
- article-text: ΑΘΗΝΑΙ, 31.— Ἀρχίζει ἀπό σήμερον ἡ ἐκτέλεσις τῆς γραμμῆς Ἀθηνῶν — Ρόδου μέ ἀεροπλάνα τύπου «Κομήτης» τῆς Ὀλυμπιακῆς Ἀεροπορίας.: [341, 856, 584, 890]
- headline-peking-press: Ο ΤΥΠΟΣ ΤΟΥ ΠΕΚΙΝΟΥ ΚΑΤΗΓΟΡΕΙ ΤΟΝ ΛΙΟΥ, ΩΣ ΔΙΑΣΤΡΕΒΛΩΤΗΝ ΤΗΣ ΑΡΧΗΣ ΠΕΡΙ ΤΗΣ ΔΙΚΤΑΤΟΡΙΑΣ ΤΟΥ ΠΡΟΛΕΤΑΡΙΑΤΟΥ: [1219, 402, 1572, 451]
- headline-commodity-exchange: ΤΟ ΧΡΗΜΑΤΙΣΤΗΡΙΟΝ ΤΩΝ ΕΜΠΟΡΕΥΜΑΤΩΝ: [50, 1596, 287, 1638]
- article-text: ΑΘΗΝΑΙ, 31.— Τέσσαρα ἄτομα ἐτραυματίσθησαν εἰς διάφορα αὐτοκινητικά ἀτυχήματα τά ὁποῖα ἐσημειώθησαν χθές εἰς τήν περιοχήν τῆς πρωτευούσης.: [979, 394, 1206, 438]
- coin-name: Ἑλβετίας: [343, 384, 383, 395]
- article-text: Ἡ Διοίκησις ὅμως ἐδήλωσεν ὅτι ἡ ἀπόφασις ἐλήφθη χάριν τῆς δημοσίας τάξεως καί τῆς ὁμαλῆς κυκλοφορίας εἰς τάς ὁδούς τῆς πρωτευούσης.: [173, 507, 330, 564]
- article-text: Εἰς τά ζῶα αἱ τιμαί διεμορφώθησαν ὡς ἑξῆς: μόσχοι 32—34 δρχ. κατ' ὀκᾶν, ἀρνιά 28—30, χοῖροι 24—26. Εἰς τά ἔλαια ἡ ζήτησις παρέμεινε ζωηρά. Ἡ ἀγορά ἔκλεισε μέ σταθεράν τάσιν.: [173, 1643, 330, 1709]
- headline-mines: ΔΙΟΙΚΗΤΑΙ ΜΕΤΑΛΛΕΙΩΝ ΑΠΟΛΥΕΙ ΕΡΓΑΤΑΣ ΚΑΙ ΠΡΟΣΛΑΜΒΑΝΕΙ ΑΝΕΙΔΙΚΕΥΤΟΥΣ: [358, 159, 566, 202]
- article-text: ΣΥΝΕΧΕΙΑ ΕΚ ΤΗΣ 1ης ΣΕΛΙΔΟΣ. Τό συνέδριον θά ἀσχοληθῇ μέ τά προβλήματα συνδέσεως τῆς Ἑλλάδος μέ τήν Κοινήν Ἀγοράν καί τάς προοπτικάς τῆς ἑλληνικῆς οἰκονομίας.: [341, 1028, 584, 1072]
- article-text: ΝΕΑ ΥΟΡΚΗ, 31.— Οἱ ὀπαδοί τοῦ Ἀμερικανοῦ Δημοκρατικοῦ γερουσιαστοῦ κ. Ρόμπερτ Κέννεντυ ἐπιμένουν εἰς τήν ὑποστήριξιν τῆς ὑποψηφιότητός του διά τό Προεδρικόν ἀξίωμα, παρά τάς ἀντιρρήσεις του.: [1217, 177, 1391, 244]
- ad-agent: ΓΕΝΙΚΗ ΑΝΤΙΠΡΟΣΩΠΕΙΑ ΕΛΛΑΔΟΣ: [620, 2104, 809, 2117]
- subhead-fantakis-letter: ΕΠΙΣΤΟΛΗ ΤΟΥ ΦΑΝΤΑΚΗ: [18, 1413, 155, 1425]
- bullet-icon: [1217, 962, 1225, 970]
- headline-eleftheras: ΛΗΓΕΙ Η ΙΣΧΥΣ ΤΩΝ ΠΑΛΑΙΩΝ ΔΕΛΤΙΩΝ "ΕΛΕΥΘΕΡΑΣ": [344, 508, 581, 538]
- article-text: ΔΡΑΜΑ, 31.— Εἰς τήν ἀγροτικήν περιοχήν τοῦ χωρίου ἐσημειώθη ἐπεισόδιον μεταξύ κτηνοτρόφων καί ἀγροφύλακος, ὁ ὁποῖος ἐτραυματίσθη διά ροπάλων. Οἱ δράσται συνελήφθησαν ὑπό τῆς Χωροφυλακῆς καί παρεπέμφθησαν εἰς τόν Εἰσαγγελέα. Ὁ τραυματίας μετεφέρθη εἰς τό Νοσοκομεῖον ὅπου νοσηλεύεται.: [8, 244, 165, 355]
- subhead-athens: ΕΙΣ ΤΑΣ ΑΘΗΝΑΣ: [422, 458, 503, 470]
- column-4: [979, 61, 1206, 2314]
- article-text: ΑΘΗΝΑΙ, 31.— Ἡ ΓΣΕΕ ζητεῖ τήν ἐπαναπρόσληψιν τῶν ὑπαλλήλων οἱ ὁποῖοι ἀπελύθησαν ἀπό τήν ἐπιχείρησιν.: [979, 655, 1206, 688]
- subhead-choutas: Ο Κ. ΧΟΥΤΑΣ: [216, 1237, 286, 1250]
- ad-brand: ALLIS-CHALMERS: [641, 1852, 788, 1912]
- article-text: Κατά τήν διαδικασίαν ἐξητάσθησαν πολλοί μάρτυρες, οἱ ὁποῖοι κατέθεσαν ὅτι αἱ προεγκρίσεις ἐξεδίδοντο ἀντί χρηματικῶν ποσῶν. Ὁ Εἰσαγγελεύς ἐπρότεινε τήν ἐνοχήν ὅλων τῶν κατηγορουμένων.: [8, 1007, 165, 1085]
- article-text: Κατόπιν τῆς ἀπαγορεύσεως ἡ Ἐπιτροπή ἀπέστειλε τηλεγράφημα πρός τόν Πρωθυπουργόν καί τόν Ὑπουργόν Δημοσίας Τάξεως, διά τοῦ ὁποίου ζητεῖ τήν ἄρσιν τῆς ἀπαγορεύσεως καί διαμαρτύρεται διά τήν παραβίασιν τοῦ συνταγματικοῦ δικαιώματος τοῦ συνέρχεσθαι.: [173, 287, 330, 387]
- headline-moscow-traffic: Η ΚΥΚΛΟΦΟΡΙΑΚΗ ΣΥΜΦΟΡΗΣΙΣ ΤΩΝ ΟΔΩΝ ΔΗΜΙΟΥΡΓΕΙ ΠΡΟΒΛΗΜΑΤΑ ΕΙΣ ΤΗΝ ΜΟΣΧΑΝ: [1233, 659, 1557, 693]
- headline-provinces: ΜΙΚΡΑΙ ΕΙΔΗΣΕΙΣ ΑΠΟ ΤΑΣ ΕΠΑΡΧΙΑΣ: [50, 1808, 287, 1850]
- article-text: Τηλεγραφήματα ἀπέστειλαν ἐπίσης βουλευταί, συνδικαλιστικαί ὀργανώσεις καί φοιτητικοί σύλλογοι, οἱ ὁποῖοι ἐκφράζουν τήν ὑποστήριξίν των.: [594, 815, 777, 860]
- coin-value: 235.00: [551, 404, 582, 415]
- coin-value: 306.00: [551, 374, 582, 385]
- headline-us-turkey: Η ΑΝΑΝΕΩΣΙΣ ΤΩΝ ΣΥΜΦΩΝΙΩΝ ΑΜΕΡΙΚΗΣ — ΤΟΥΡΚΙΑΣ ΘΑ ΥΠΟΓΡΑΦΗ ΚΑΤΑ ΤΗΝ ΕΠΙΣΗΜΟΝ ΕΠΙΣΚΕΨΙΝ ΤΟΥ ΣΤΡΑΤΗΓΟΥ ΣΟΥΝΑΪ ΕΙΣ ΗΝΩΜΕΝΑΣ ΠΟΛΙΤΕΙΑΣ: [1225, 260, 1565, 326]
- subhead-jehovah: ΜΑΡΤΥΣ ΤΟΥ ΙΕΧΩΒΑ ΕΞΥΛΟΚΟΠΗΣΕΝ ΑΞΙΩΜΑΤΙΚΟΝ: [20, 430, 153, 474]
- article-text: ΜΟΣΧΑ, 31.— Ἡ αὔξησις τοῦ ἀριθμοῦ τῶν αὐτοκινήτων δημιουργεῖ σοβαρά κυκλοφοριακά προβλήματα εἰς τούς δρόμους τῆς σοβιετικῆς πρωτευούσης.: [1217, 697, 1391, 741]
- headline-gold-prices: ΑΙ ΤΙΜΑΙ ΤΗΣ ΛΙΡΑΣ ΚΑΙ ΤΩΝ ΑΛΛΩΝ ΧΡΥΣΩΝ ΝΟΜΙΣΜΑΤΩΝ: [353, 303, 572, 333]
- article-text: Ὁ κ. Ἠλιού ἐπεσήμανε ὅτι ὁ κίνδυνος τῆς δικτατορίας εἶναι ὑπαρκτός καί ὅτι ὅλοι οἱ πολῖται ὀφείλουν νά ἐπαγρυπνοῦν. Ὑπεστήριξεν ὅτι μόνον ἡ λαϊκή κυριαρχία ἀποτελεῖ ἐγγύησιν τῆς ὁμαλότητος.: [785, 296, 968, 363]
- advertisement-forklift: [605, 1787, 989, 2285]
- section-divider: [1217, 752, 1574, 753]
- coin-name: Βελγίου: [343, 414, 378, 425]
- coin-value: 282.00: [551, 424, 582, 434]
- ad-term: ΕΥΚΟΛΙΑΙ ΠΛΗΡΩΜΗΣ: [635, 2072, 794, 2090]
- article-text: ΚΑΤΕΡΙΝΗ, 31.— Ὁ Δήμαρχος καί τό Δημοτικόν Συμβούλιον ἀπεφάσισαν τήν κατασκευήν νέου ὑδραγωγείου διά τήν ὕδρευσιν τῆς πόλεως.: [8, 1872, 165, 1928]
- article-text: Αἱ συνομιλίαι θά ἀφοροῦν εἰς τήν ἐπέκτασιν τῶν ἐμπορικῶν συναλλαγῶν καί εἰς τήν οἰκονομικήν συνεργασίαν.: [785, 914, 968, 947]
- subhead-lucky-driver: ΤΥΧΕΡΟΣ ΟΔΗΓΟΣ: [1042, 443, 1143, 456]
- subhead-katerini: ΑΠΟ ΤΗΝ ΚΑΤΕΡΙΝΗΝ: [8, 1857, 123, 1870]
- subhead-kantizotakis: ΕΠΙΣΤΑΣΙΣ Ο ΚΑΝΤΙΖΟΤΑΚΗΣ: [10, 1510, 163, 1522]
- article-text: Τό 1957 διωρίσθη Ὑπουργός Ἀμύνης, διαδεχθείς τόν στρατάρχην Ζούκωφ. Διετέλεσε ἐπίσης μέλος τῆς Κεντρικῆς Ἐπιτροπῆς τοῦ Κομμουνιστικοῦ Κόμματος.: [1217, 1102, 1391, 1157]
- article-text: ΑΘΗΝΑΙ, 31.— Ἡ ΓΣΕΕ ζητεῖ τήν ἄμεσον λειτουργίαν τῶν ἰχθυοσκαλῶν, ὥστε νά ἐξασφαλισθῇ ἡ ὁμαλή διάθεσις τῶν ἀλιευμάτων καί ἡ προστασία τῶν ἁλιέων.: [341, 612, 584, 657]
- ad-title: ΠΕΡΟΝΟΦΟΡΑ ΟΧΗΜΑΤΑ: [643, 1805, 786, 1848]
- column-divider: [1211, 61, 1212, 2312]
- subhead-error: ΤΟ ΣΦΑΛΜΑ: [1454, 458, 1520, 471]
- article-text: Εἰς τόν ὑπάλληλον τοῦ γραφείου τοῦ κ. Μητσοτάκη ἐπεβλήθη ποινή φυλακίσεως δύο ἐτῶν, ἐνῶ εἰς τούς ὑπολοίπους κατηγορουμένους ἐπεβλήθησαν ποιναί ἀπό ὀκτώ μηνῶν μέχρι τριῶν ἐτῶν. Τό Δικαστήριον δέν ἀνεγνώρισε ἐλαφρυντικά.: [8, 913, 165, 1003]
- logo-triangle-icon: [897, 1799, 978, 1868]
- signature-kavala: Ο ΔΗΜΟΣ ΚΑΒΑΛΑΣ: [637, 658, 735, 668]
- coin-name: Γαλλίας: [343, 394, 379, 405]
- article-text: ΑΘΗΝΑΙ, 31.— Τίθεται εἰς λειτουργίαν τό νέον αὐτόματον τηλεφωνικόν κέντρον τοῦ ΟΤΕ εἰς τήν Καρδίτσαν.: [979, 725, 1206, 758]
- article-text: ΑΘΗΝΑΙ, 31.— Ἀναμένεται σήμερον εἰς τό ἀεροδρόμιον τοῦ Ἑλληνικοῦ τό νέον γαλλικόν ἀεροπλάνον «Μιστέρ—Φάλκον», τό ὁποῖον θά πραγματοποιήσῃ ἐπιδεικτικάς πτήσεις.: [341, 694, 584, 738]
- article-text: ΜΟΣΧΑ, 31.— Εἰς τό ἰατρικόν ἀνακοινωθέν ἀναφέρεται ὅτι ὁ στρατάρχης ἐνοσηλεύετο ἀπό πολλῶν μηνῶν καί ὅτι ὑπεβλήθη εἰς χειρουργικήν ἐπέμβασιν.: [1399, 1103, 1574, 1159]
- article-text: Προσκαλοῦνται τά μέλη τῆς Νομαρχιακῆς Ἐπιτροπῆς τῆς Ἑνώσεως Κέντρου εἰς ἔκτακτον συνεδρίασιν σήμερον ὥραν 10.30 π.μ. εἰς τά γραφεῖα τῆς ὀργανώσεως. Θέμα: ἡ πολιτική κατάστασις.: [341, 112, 584, 156]
- headline-tebe: Η ΑΣΦΑΛΙΣΙΣ ΕΙΣ ΤΟ ΤΕΒΕ: [1013, 495, 1171, 510]
- section-divider: [594, 204, 968, 205]
- article-text: ΑΘΗΝΑΙ, 31.— Ἀπό τῆς σήμερον παύουν νά ἰσχύουν τά παλαιά δελτία ἐλευθέρας κυκλοφορίας. Οἱ κάτοχοι καλοῦνται νά τά ἀνανεώσουν εἰς τά ἀρμόδια γραφεῖα.: [341, 542, 584, 576]
- article-text: Ἡ ἀνακοίνωσις τῶν θεραπόντων ἰατρῶν ἀναφέρει ὅτι ὁ στρατάρχης ἔπασχεν ἀπό καρκίνον τοῦ παγκρέατος καί ὅτι ἡ κατάστασίς του εἶχεν ἐπιδεινωθῆ τάς τελευταίας ἡμέρας.: [1399, 955, 1574, 1010]
- article-text: Εἰς τό τέλος τῆς συνεδριάσεως ἐκλήθη ὁ κ. Καντιζοτάκης, ὁ ὁποῖος ἀνεφέρθη εἰς τάς σχέσεις του μέ τόν κατηγορούμενον. Ἡ ἀνάκρισις συνεχίζεται σήμερον.: [8, 1524, 165, 1580]
- article-text: ΠΕΙΡΑΙΕΥΣ, 31.— Τό Δημοτικόν Συμβούλιον Πειραιῶς ἐζήτησε διά ψηφίσματός του τήν ἐπιστροφήν τοῦ κλαπέντος μαρμαρίνου λέοντος, ὁ ὁποῖος εὑρίσκεται εἰς τήν Βενετίαν.: [979, 313, 1206, 357]
- headline-arab-german: ΑΡΧΙΖΟΥΝ ΑΙ ΑΡΑΒΟΓΕΡΜΑΝΙΚΑΙ ΣΥΝΟΜΙΛΙΑΙ ΔΙΑ ΤΗΝ ΑΠΟΚΑΤΑΣΤΑΣΙΝ ΤΩΝ ΣΧΕΣΕΩΝ ΤΩΝ: [1219, 758, 1572, 792]
